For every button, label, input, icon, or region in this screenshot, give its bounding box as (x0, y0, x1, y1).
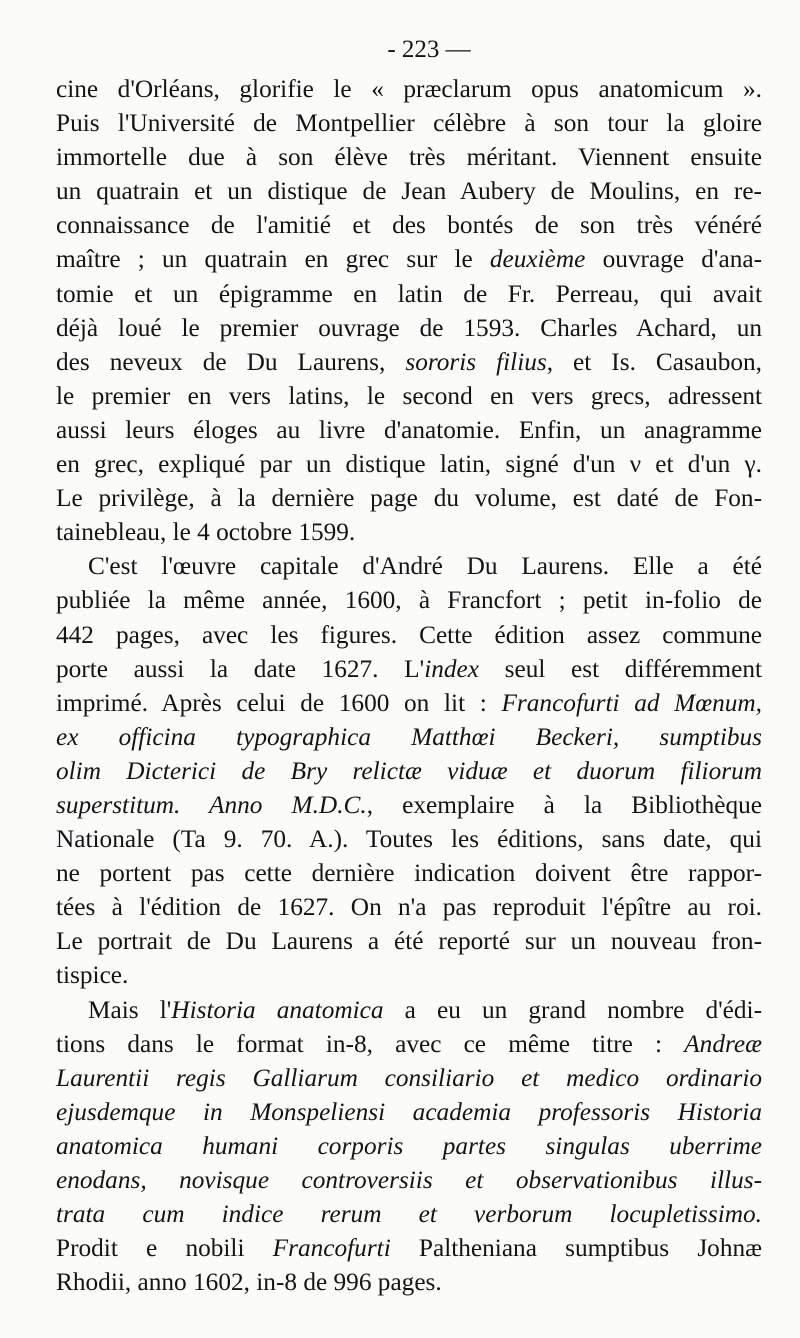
text-segment: tées à l'édition de 1627. On n'a pas reproduit l'épître au roi. (56, 893, 762, 922)
italic-text: trata cum indice rerum et verborum locupletissimo. (56, 1200, 762, 1229)
text-segment: seul est différemment (478, 654, 762, 683)
text-line (56, 242, 762, 276)
text-line (56, 72, 762, 106)
text-line (56, 958, 762, 992)
text-line (56, 311, 762, 345)
italic-text: index (424, 654, 479, 683)
italic-text: olim Dicterici de Bry relictæ viduæ et duorum filiorum (56, 756, 762, 785)
text-line (56, 1027, 762, 1061)
text-segment: tispice. (56, 961, 129, 990)
text-segment: , exemplaire à la Bibliothèque (366, 790, 762, 819)
text-line (56, 618, 762, 652)
text-line (56, 856, 762, 890)
text-segment: aussi leurs éloges au livre d'anatomie. Enfin, un anagramme (56, 415, 762, 444)
text-line (56, 1129, 762, 1163)
text-segment: Paltheniana sumptibus Johnæ (390, 1234, 762, 1263)
text-line (56, 379, 762, 413)
italic-text: Laurentii regis Galliarum consiliario et medico ordinario (56, 1063, 762, 1092)
text-line (56, 652, 762, 686)
italic-text: ejusdemque in Monspeliensi academia professoris Historia (56, 1097, 762, 1126)
text-segment: a eu un grand nombre d'édi- (383, 995, 762, 1024)
text-segment: tainebleau, le 4 octobre 1599. (56, 518, 356, 547)
text-segment: Rhodii, anno 1602, in-8 de 996 pages. (56, 1268, 442, 1297)
text-line (56, 924, 762, 958)
italic-text: deuxième (489, 245, 586, 274)
text-segment: cine d'Orléans, glorifie le « præclarum opus anatomicum ». (56, 75, 762, 103)
body-text (56, 72, 762, 1299)
text-segment: tomie et un épigramme en latin de Fr. Perreau, qui avait (56, 279, 762, 308)
text-line (56, 277, 762, 311)
text-line (56, 754, 762, 788)
italic-text: ex officina typographica Matthœi Beckeri, sumptibus (56, 722, 762, 751)
italic-text: Francofurti ad Mœnum, (501, 688, 762, 717)
text-line (56, 208, 762, 242)
text-segment: connaissance de l'amitié et des bontés de son très vénéré (56, 211, 762, 240)
text-segment: publiée la même année, 1600, à Francfort ; petit in-folio de (56, 586, 762, 615)
text-line (56, 447, 762, 481)
italic-text: anatomica humani corporis partes singulas uberrime (56, 1131, 762, 1160)
page-number: - 223 — (387, 36, 471, 63)
text-segment: 442 pages, avec les figures. Cette édition assez commune (56, 620, 762, 649)
text-line (56, 515, 762, 549)
text-segment: imprimé. Après celui de 1600 on lit : (56, 688, 502, 717)
text-line (56, 788, 762, 822)
text-line (56, 1061, 762, 1095)
text-line (56, 1231, 762, 1265)
text-line (56, 890, 762, 924)
text-segment: tions dans le format in-8, avec ce même titre : (56, 1029, 685, 1058)
italic-text: Historia anatomica (171, 995, 384, 1024)
text-segment: un quatrain et un distique de Jean Aubery de Moulins, en re- (56, 177, 762, 206)
italic-text: Francofurti (272, 1234, 391, 1263)
text-segment: Le privilège, à la dernière page du volume, est daté de Fon- (56, 484, 762, 513)
italic-text: sororis filius (405, 347, 547, 376)
text-segment: C'est l'œuvre capitale d'André Du Laurens. Elle a été (88, 552, 762, 581)
text-line (56, 822, 762, 856)
text-segment: Prodit e nobili (56, 1234, 273, 1263)
text-segment: en grec, expliqué par un distique latin, signé d'un ν et d'un γ. (56, 450, 762, 479)
text-segment: ouvrage d'ana- (585, 245, 763, 274)
italic-text: superstitum. Anno M.D.C. (56, 790, 367, 819)
italic-text: enodans, novisque controversiis et observationibus illus- (56, 1166, 762, 1194)
text-segment: des neveux de Du Laurens, (56, 347, 406, 376)
text-line (56, 720, 762, 754)
text-line (56, 1095, 762, 1129)
text-segment: ne portent pas cette dernière indication doivent être rappor- (56, 859, 762, 888)
text-line (56, 549, 762, 583)
text-segment: maître ; un quatrain en grec sur le (56, 245, 490, 274)
text-line (56, 413, 762, 447)
text-line (56, 1265, 762, 1299)
text-segment: le premier en vers latins, le second en vers grecs, adressent (56, 381, 762, 410)
text-segment: déjà loué le premier ouvrage de 1593. Charles Achard, un (56, 313, 762, 342)
text-line (56, 993, 762, 1027)
text-line (56, 481, 762, 515)
text-segment: porte aussi la date 1627. L' (56, 654, 425, 683)
text-line (56, 345, 762, 379)
text-segment: immortelle due à son élève très méritant. Viennent ensuite (56, 143, 762, 172)
text-segment: , et Is. Casaubon, (546, 347, 762, 376)
text-line (56, 1163, 762, 1197)
text-segment: Le portrait de Du Laurens a été reporté sur un nouveau fron- (56, 927, 762, 956)
text-line (56, 686, 762, 720)
text-line (56, 106, 762, 140)
text-segment: Mais l' (88, 995, 172, 1024)
text-line (56, 174, 762, 208)
text-line (56, 140, 762, 174)
text-line (56, 583, 762, 617)
text-segment: Puis l'Université de Montpellier célèbre à son tour la gloire (56, 109, 762, 138)
text-line (56, 1197, 762, 1231)
text-segment: Nationale (Ta 9. 70. A.). Toutes les éditions, sans date, qui (56, 825, 762, 854)
italic-text: Andreæ (684, 1029, 762, 1058)
